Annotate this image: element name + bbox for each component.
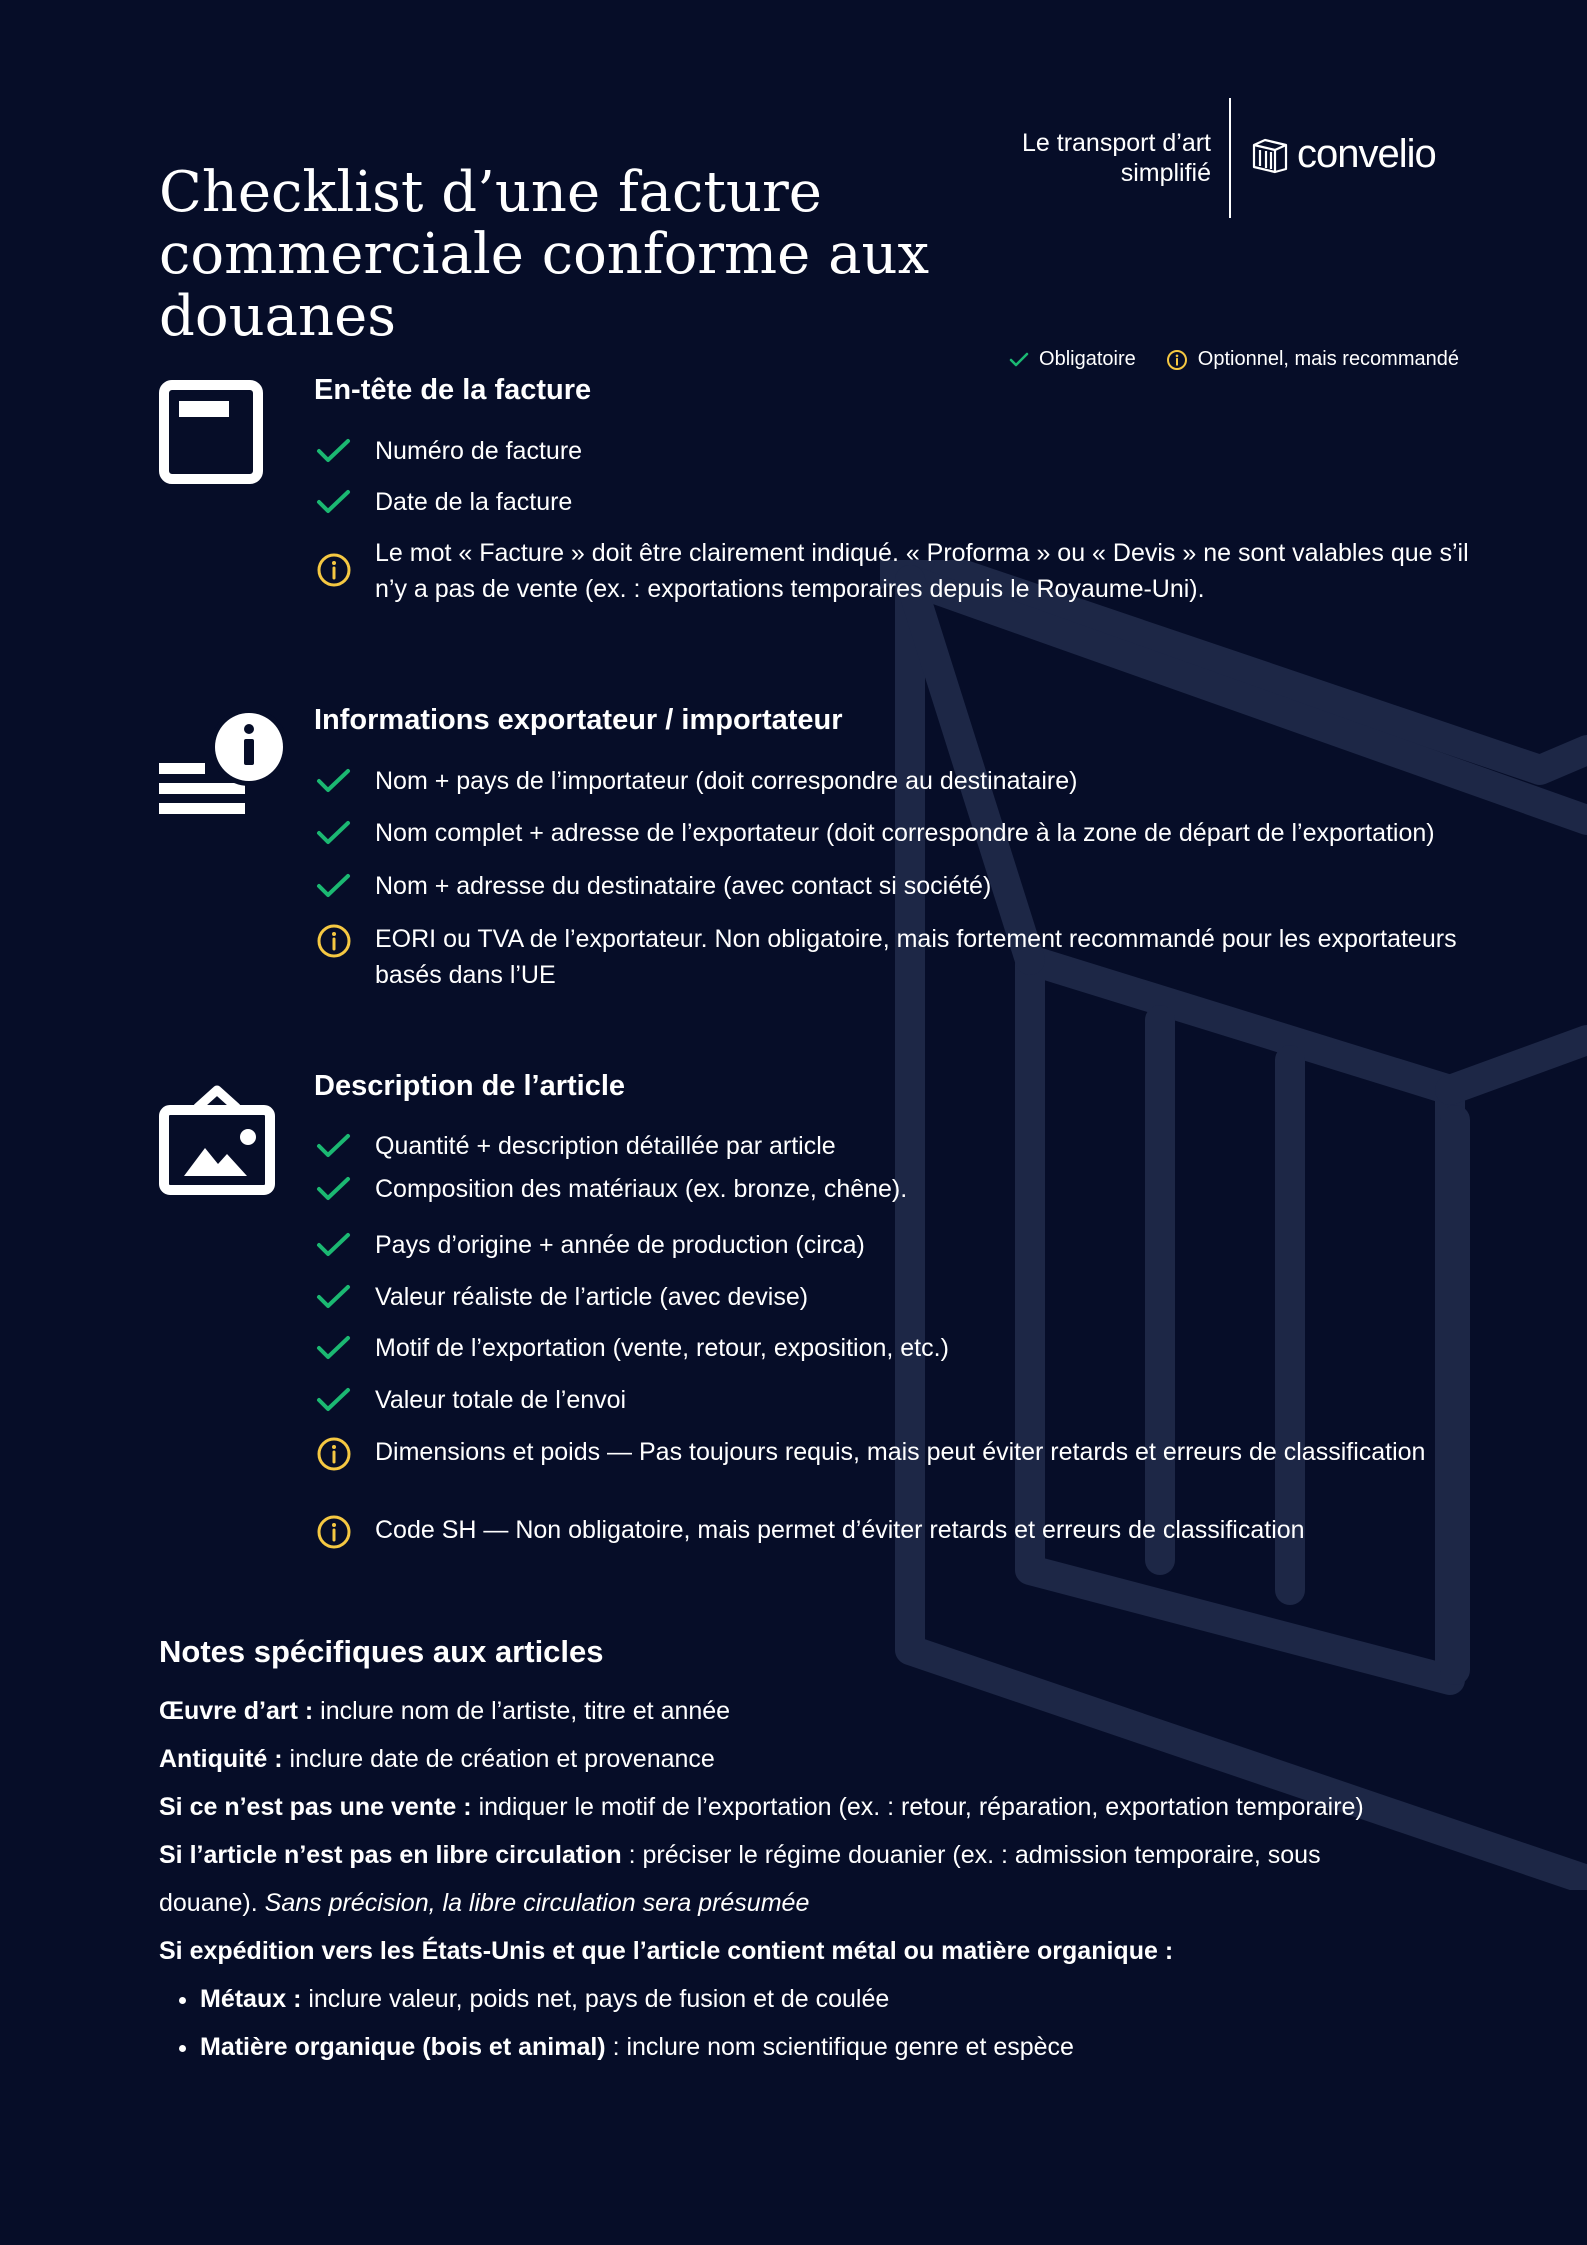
info-icon: [314, 921, 354, 961]
info-icon: [314, 1434, 354, 1474]
framed-picture-icon: [159, 1082, 275, 1198]
tagline: [1022, 128, 1211, 188]
list-item: [200, 1975, 1459, 2023]
item-text: Valeur totale de l’envoi: [375, 1386, 627, 1414]
check-icon: [314, 1128, 354, 1164]
item-text: Le mot « Facture » doit être clairement indiqué. « Proforma » ou « Devis » ne sont valables que s’il n’y a pas de vente (ex. : exportations temporaires depuis le Royaume-Uni).: [375, 539, 1469, 603]
check-icon: [314, 1227, 354, 1263]
title-line-1: Checklist d’une facture: [159, 160, 822, 225]
check-icon: [314, 868, 354, 904]
item-text: Valeur réaliste de l’article (avec devise): [375, 1283, 809, 1311]
notes-title: Notes spécifiques aux articles: [159, 1634, 604, 1669]
note-text: indiquer le motif de l’exportation (ex. : retour, réparation, exportation temporaire): [471, 1793, 1364, 1821]
item-text: Numéro de facture: [375, 437, 583, 465]
item-text: EORI ou TVA de l’exportateur. Non obligatoire, mais fortement recommandé pour les exportateurs basés dans l’UE: [375, 925, 1457, 989]
brand-name: convelio: [1297, 132, 1436, 176]
note-italic: Sans précision, la libre circulation sera présumée: [264, 1889, 810, 1917]
note-label: Matière organique (bois et animal): [200, 2033, 606, 2061]
note-antique: [159, 1735, 1459, 1783]
item-text: Pays d’origine + année de production (circa): [375, 1231, 865, 1259]
check-icon: [314, 1279, 354, 1315]
check-icon: [314, 815, 354, 851]
section-title-parties: Informations exportateur / importateur: [314, 704, 843, 736]
item-text: Motif de l’exportation (vente, retour, exposition, etc.): [375, 1334, 949, 1362]
note-label: Si ce n’est pas une vente :: [159, 1793, 472, 1821]
section-title-article: Description de l’article: [314, 1070, 626, 1102]
item-text: Quantité + description détaillée par article: [375, 1132, 836, 1160]
note-label: Œuvre d’art :: [159, 1697, 314, 1725]
note-label: Si expédition vers les États-Unis et que l’article contient métal ou matière organique :: [159, 1937, 1174, 1965]
notes-section: [159, 1627, 1459, 2071]
brand-logo: [1251, 132, 1436, 177]
page-title: [159, 162, 1159, 348]
note-label: Si l’article n’est pas en libre circulation: [159, 1841, 622, 1869]
note-label: Antiquité :: [159, 1745, 283, 1773]
item-text: Nom + adresse du destinataire (avec contact si société): [375, 872, 992, 900]
check-icon: [1009, 352, 1029, 368]
tagline-line-2: simplifié: [1120, 159, 1211, 187]
note-not-free-circulation: [159, 1831, 1349, 1927]
check-icon: [314, 1171, 354, 1207]
check-icon: [314, 763, 354, 799]
tagline-line-1: Le transport d’art: [1022, 129, 1211, 157]
note-artwork: [159, 1687, 1459, 1735]
item-text: Nom complet + adresse de l’exportateur (doit correspondre à la zone de départ de l’exportation): [375, 819, 1435, 847]
invoice-window-icon: [159, 380, 263, 484]
info-icon: [314, 550, 354, 590]
legend-mandatory-label: Obligatoire: [1039, 348, 1136, 370]
item-text: Date de la facture: [375, 488, 573, 516]
legend: [979, 348, 1459, 371]
title-line-2: commerciale conforme aux douanes: [159, 222, 930, 349]
note-not-sale: [159, 1783, 1459, 1831]
item-text: Dimensions et poids — Pas toujours requis, mais peut éviter retards et erreurs de classification: [375, 1438, 1426, 1466]
check-icon: [314, 484, 354, 520]
check-icon: [314, 433, 354, 469]
legend-mandatory: [1009, 348, 1136, 371]
item-text: Composition des matériaux (ex. bronze, chêne).: [375, 1175, 908, 1203]
note-text: : préciser le régime douanier (ex. : admission temporaire, sous douane).: [159, 1841, 1321, 1917]
legend-optional: [1166, 348, 1459, 371]
info-icon: [1166, 349, 1188, 371]
note-text: inclure nom de l’artiste, titre et année: [313, 1697, 731, 1725]
check-icon: [314, 1330, 354, 1366]
info-document-icon: [157, 711, 287, 835]
check-icon: [314, 1382, 354, 1418]
section-title-header: En-tête de la facture: [314, 374, 592, 406]
crate-icon: [1251, 136, 1289, 174]
note-us-shipping: [159, 1927, 1459, 1975]
info-icon: [314, 1512, 354, 1552]
header-divider: [1229, 98, 1231, 218]
item-text: Nom + pays de l’importateur (doit correspondre au destinataire): [375, 767, 1078, 795]
note-text: inclure date de création et provenance: [282, 1745, 715, 1773]
legend-optional-label: Optionnel, mais recommandé: [1197, 348, 1459, 370]
note-text: : inclure nom scientifique genre et espèce: [605, 2033, 1074, 2061]
list-item: [200, 2023, 1459, 2071]
note-bullets: [159, 1975, 1459, 2071]
item-text: Code SH — Non obligatoire, mais permet d’éviter retards et erreurs de classification: [375, 1516, 1305, 1544]
note-label: Métaux :: [200, 1985, 302, 2013]
note-text: inclure valeur, poids net, pays de fusion et de coulée: [301, 1985, 890, 2013]
